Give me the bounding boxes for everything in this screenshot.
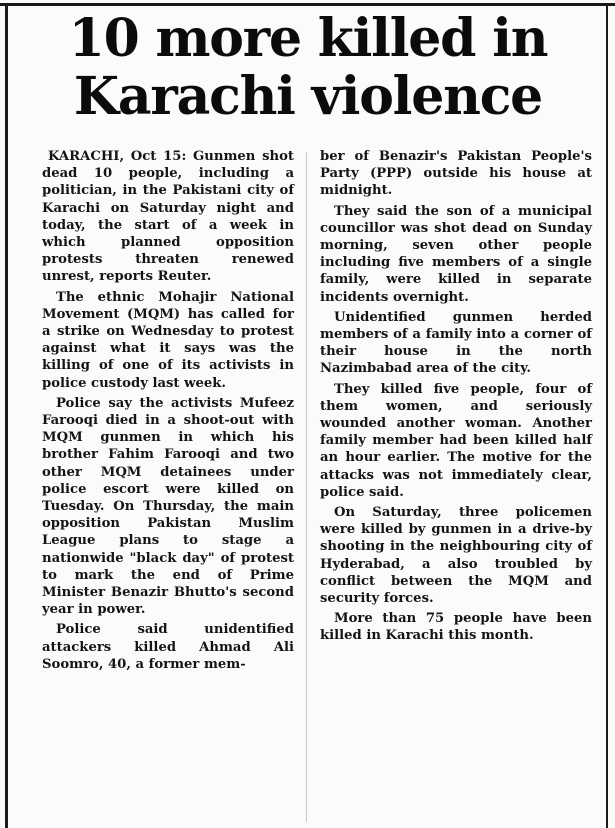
- article-paragraph: The ethnic Mohajir National Movement (MQM) has called for a strike on Wednesday to protest against what it says was the killing of one of its activists in police custody last week.: [42, 289, 294, 391]
- article-paragraph: ber of Benazir's Pakistan People's Party (PPP) outside his house at midnight.: [320, 149, 592, 199]
- article-paragraph: KARACHI, Oct 15: Gunmen shot dead 10 people, including a politician, in the Pakistani city of Karachi on Saturday night and today, the start of a week in which planned opposition protests threaten renewed unrest, reports Reuter.: [42, 149, 294, 285]
- clipping-top-rule: [0, 3, 615, 6]
- clipping-left-rule: [5, 3, 8, 828]
- article-paragraph: More than 75 people have been killed in Karachi this month.: [320, 611, 592, 644]
- article-headline: 10 more killed in Karachi violence: [68, 8, 548, 127]
- article-column-left: [42, 148, 294, 673]
- article-paragraph: Unidentified gunmen herded members of a family into a corner of their house in the north Nazimbabad area of the city.: [320, 309, 592, 377]
- article-column-right: [320, 148, 592, 645]
- article-paragraph: Police said unidentified attackers killed Ahmad Ali Soomro, 40, a former mem-: [42, 622, 294, 672]
- clipping-right-rule: [606, 3, 608, 828]
- article-paragraph: On Saturday, three policemen were killed by gunmen in a drive-by shooting in the neighbouring city of Hyderabad, a also troubled by conflict between the MQM and security forces.: [320, 505, 592, 607]
- article-paragraph: They said the son of a municipal councillor was shot dead on Sunday morning, seven other people including five members of a single family, were killed in separate incidents overnight.: [320, 203, 592, 305]
- article-paragraph: They killed five people, four of them women, and seriously wounded another woman. Another family member had been killed half an hour earlier. The motive for the attacks was not immediately clear, police said.: [320, 381, 592, 500]
- column-gutter: [306, 152, 307, 822]
- article-paragraph: Police say the activists Mufeez Farooqi died in a shoot-out with MQM gunmen in which his brother Fahim Farooqi and two other MQM detainees under police escort were killed on Tuesday. On Thursday, the main opposition Pakistan Muslim League plans to stage a nationwide "black day" of protest to mark the end of Prime Minister Benazir Bhutto's second year in power.: [42, 395, 294, 618]
